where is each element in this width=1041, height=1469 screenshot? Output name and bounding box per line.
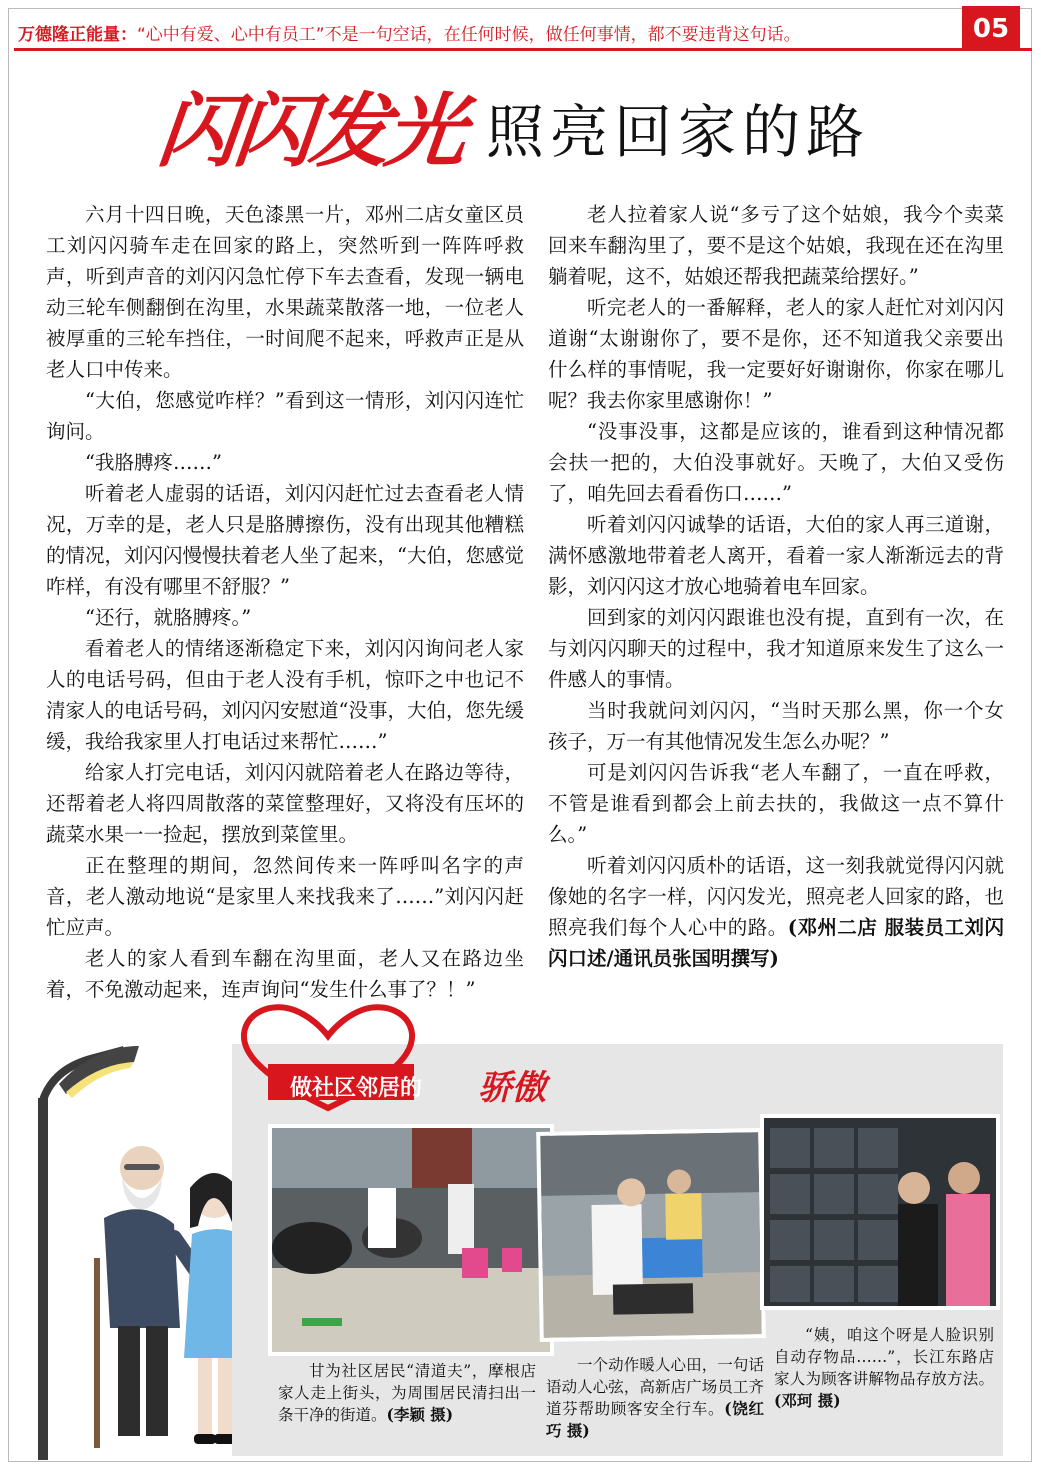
article-column-right <box>548 199 1004 974</box>
photo-helping-customer <box>536 1128 766 1342</box>
paragraph: 听着刘闪闪诚挚的话语，大伯的家人再三道谢，满怀感激地带着老人离开，看着一家人渐渐远去的背影，刘闪闪这才放心地骑着电车回家。 <box>548 513 1004 598</box>
photo-storage-lockers <box>760 1114 1000 1310</box>
girl-shoe-left <box>194 1434 216 1444</box>
paragraph <box>548 850 1004 974</box>
paragraph: “没事没事，这都是应该的，谁看到这种情况都会扶一把的，大伯没事就好。天晚了，大伯又受伤了，咱先回去看看伤口……” <box>548 420 1004 505</box>
paragraph: “还行，就胳膊疼。” <box>85 606 252 629</box>
old-man-leg-right <box>146 1326 168 1436</box>
page-number: 05 <box>962 6 1020 50</box>
header-bar <box>18 20 968 48</box>
paragraph: 回到家的刘闪闪跟谁也没有提，直到有一次，在与刘闪闪聊天的过程中，我才知道原来发生了这么一件感人的事情。 <box>548 606 1004 691</box>
street-lamp-illustration <box>14 1028 240 1460</box>
old-man-glasses <box>124 1164 160 1170</box>
lamp-post <box>38 1098 48 1460</box>
walking-cane <box>94 1258 100 1448</box>
paragraph: 六月十四日晚，天色漆黑一片，邓州二店女童区员工刘闪闪骑车走在回家的路上，突然听到一阵阵呼救声，听到声音的刘闪闪急忙停下车去查看，发现一辆电动三轮车侧翻倒在沟里，水果蔬菜散落一地，一位老人被厚重的三轮车挡住，一时间爬不起来，呼救声正是从老人口中传来。 <box>46 203 524 381</box>
photo-credit: (邓珂 摄) <box>774 1391 841 1410</box>
photo-caption-3 <box>774 1324 994 1412</box>
panel-title: 做社区邻居的 <box>290 1076 423 1101</box>
article-column-left <box>46 199 524 1005</box>
paragraph: 听着老人虚弱的话语，刘闪闪赶忙过去查看老人情况，万幸的是，老人只是胳膊擦伤，没有出现其他糟糕的情况，刘闪闪慢慢扶着老人坐了起来，“大伯，您感觉咋样，有没有哪里不舒服？” <box>46 482 524 598</box>
panel-title-accent: 骄傲 <box>478 1068 546 1108</box>
title-black: 照亮回家的路 <box>486 98 871 166</box>
last-paragraph-text: 听着刘闪闪质朴的话语，这一刻我就觉得闪闪就像她的名字一样，闪闪发光，照亮老人回家的路，也照亮我们每个人心中的路。 <box>548 854 1004 939</box>
girl-leg-left <box>198 1358 212 1438</box>
title-red: 闪闪发光 <box>153 85 467 178</box>
caption-text: 一个动作暖人心田，一句话语动人心弦，高新店广场员工齐道芬帮助顾客安全行车。 <box>546 1356 764 1418</box>
byline: (邓州二店 服装员工刘闪闪口述/通讯员张国明撰写) <box>548 916 1004 970</box>
paragraph: “我胳膊疼……” <box>85 451 222 474</box>
paragraph: 老人的家人看到车翻在沟里面，老人又在路边坐着，不免激动起来，连声询问“发生什么事了？！” <box>46 947 524 1001</box>
paragraph: 当时我就问刘闪闪，“当时天那么黑，你一个女孩子，万一有其他情况发生怎么办呢？” <box>548 699 1004 753</box>
paragraph: 可是刘闪闪告诉我“老人车翻了，一直在呼救，不管是谁看到都会上前去扶的，我做这一点不算什么。” <box>548 761 1004 846</box>
caption-text: 甘为社区居民“清道夫”，摩根店家人走上街头，为周围居民清扫出一条干净的街道。 <box>278 1362 536 1424</box>
header-slogan: “心中有爱、心中有员工”不是一句空话，在任何时候，做任何事情，都不要违背这句话。 <box>137 25 801 45</box>
photo-credit: (饶红巧 摄) <box>546 1399 764 1440</box>
girl-leg-right <box>218 1358 232 1438</box>
header-brand: 万德隆正能量： <box>18 25 137 45</box>
photo-caption-1 <box>278 1360 536 1426</box>
header-rule <box>14 48 1032 51</box>
caption-text: “姨，咱这个呀是人脸识别自动存物品……”，长江东路店家人为顾客讲解物品存放方法。 <box>774 1326 994 1388</box>
paragraph: 给家人打完电话，刘闪闪就陪着老人在路边等待，还帮着老人将四周散落的菜筐整理好，又将没有压坏的蔬菜水果一一捡起，摆放到菜筐里。 <box>46 761 524 846</box>
paragraph: “大伯，您感觉咋样？”看到这一情形，刘闪闪连忙询问。 <box>46 389 524 443</box>
old-man-leg-left <box>118 1326 140 1436</box>
old-man-coat <box>104 1209 180 1328</box>
paragraph: 看着老人的情绪逐渐稳定下来，刘闪闪询问老人家人的电话号码，但由于老人没有手机，惊吓之中也记不清家人的电话号码，刘闪闪安慰道“没事，大伯，您先缓缓，我给我家里人打电话过来帮忙……” <box>46 637 524 753</box>
photo-caption-2 <box>546 1354 764 1442</box>
paragraph: 正在整理的期间，忽然间传来一阵呼叫名字的声音，老人激动地说“是家里人来找我来了……”刘闪闪赶忙应声。 <box>46 854 524 939</box>
paragraph: 听完老人的一番解释，老人的家人赶忙对刘闪闪道谢“太谢谢你了，要不是你，还不知道我父亲要出什么样的事情呢，我一定要好好谢谢你，你家在哪儿呢？我去你家里感谢你！” <box>548 296 1004 412</box>
photo-credit: (李颖 摄) <box>386 1405 454 1424</box>
photo-street-cleaning <box>268 1124 554 1356</box>
paragraph: 老人拉着家人说“多亏了这个姑娘，我今个卖菜回来车翻沟里了，要不是这个姑娘，我现在还在沟里躺着呢，这不，姑娘还帮我把蔬菜给摆好。” <box>548 203 1004 288</box>
